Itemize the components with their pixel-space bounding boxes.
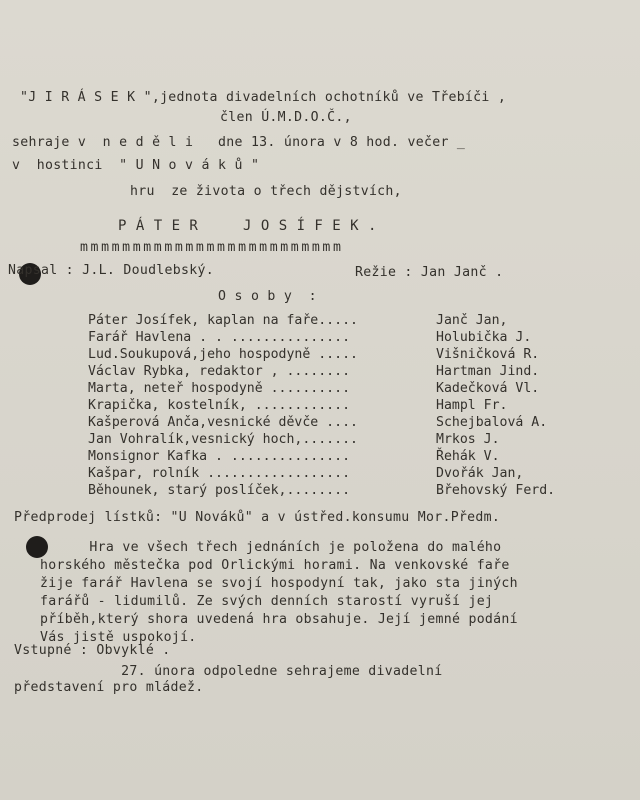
play-title: P Á T E R J O S Í F E K . xyxy=(118,218,377,234)
description-line: příběh,který shora uvedená hra obsahuje. Její jemné podání xyxy=(40,612,518,627)
cast-role: Páter Josífek, kaplan na faře..... xyxy=(88,313,358,328)
cast-actor: Holubička J. xyxy=(436,330,532,345)
cast-actor: Kadečková Vl. xyxy=(436,381,540,396)
cast-role: Běhounek, starý poslíček,........ xyxy=(88,483,351,498)
description-line: žije farář Havlena se svojí hospodyní tak, jako sta jiných xyxy=(40,576,518,591)
description-line: horského městečka pod Orlickými horami. Na venkovské faře xyxy=(40,558,510,573)
performance-date-line: sehraje v n e d ě l i dne 13. února v 8 hod. večer _ xyxy=(12,135,466,150)
cast-role: Kašperová Anča,vesnické děvče .... xyxy=(88,415,358,430)
play-genre-line: hru ze života o třech dějstvích, xyxy=(130,184,402,199)
cast-role: Jan Vohralík,vesnický hoch,....... xyxy=(88,432,358,447)
cast-actor: Hartman Jind. xyxy=(436,364,540,379)
cast-role: Marta, neteř hospodyně .......... xyxy=(88,381,351,396)
cast-role: Václav Rybka, redaktor , ........ xyxy=(88,364,351,379)
description-line: Hra ve všech třech jednáních je položena do malého xyxy=(40,540,502,555)
cast-actor: Řehák V. xyxy=(436,449,500,464)
cast-actor: Schejbalová A. xyxy=(436,415,548,430)
cast-role: Lud.Soukupová,jeho hospodyně ..... xyxy=(88,347,358,362)
cast-heading: O s o b y : xyxy=(218,289,317,304)
venue-line: v hostinci " U N o v á k ů " xyxy=(12,158,260,173)
title-underline: mmmmmmmmmmmmmmmmmmmmmmmmm xyxy=(80,240,344,255)
membership-line: člen Ú.M.D.O.Č., xyxy=(220,110,352,125)
matinee-note-line: 27. února odpoledne sehrajeme divadelní xyxy=(14,664,443,679)
admission-line: Vstupné : Obvyklé . xyxy=(14,643,171,658)
director-line: Režie : Jan Janč . xyxy=(355,265,504,280)
cast-actor: Mrkos J. xyxy=(436,432,500,447)
description-line: Vás jistě uspokojí. xyxy=(40,630,197,645)
description-line: farářů - lidumilů. Ze svých denních starostí vyruší jej xyxy=(40,594,494,609)
cast-role: Kašpar, rolník .................. xyxy=(88,466,351,481)
cast-actor: Hampl Fr. xyxy=(436,398,508,413)
cast-actor: Janč Jan, xyxy=(436,313,508,328)
cast-role: Monsignor Kafka . ............... xyxy=(88,449,351,464)
troupe-line: "J I R Á S E K ",jednota divadelních ochotníků ve Třebíči , xyxy=(20,90,507,105)
cast-role: Farář Havlena . . ............... xyxy=(88,330,351,345)
cast-actor: Dvořák Jan, xyxy=(436,466,524,481)
cast-role: Krapička, kostelník, ............ xyxy=(88,398,351,413)
cast-actor: Višničková R. xyxy=(436,347,540,362)
cast-actor: Břehovský Ferd. xyxy=(436,483,556,498)
matinee-note-line: představení pro mládež. xyxy=(14,680,204,695)
author-line: Napsal : J.L. Doudlebský. xyxy=(8,263,214,278)
presale-line: Předprodej lístků: "U Nováků" a v ústřed.konsumu Mor.Předm. xyxy=(14,510,501,525)
